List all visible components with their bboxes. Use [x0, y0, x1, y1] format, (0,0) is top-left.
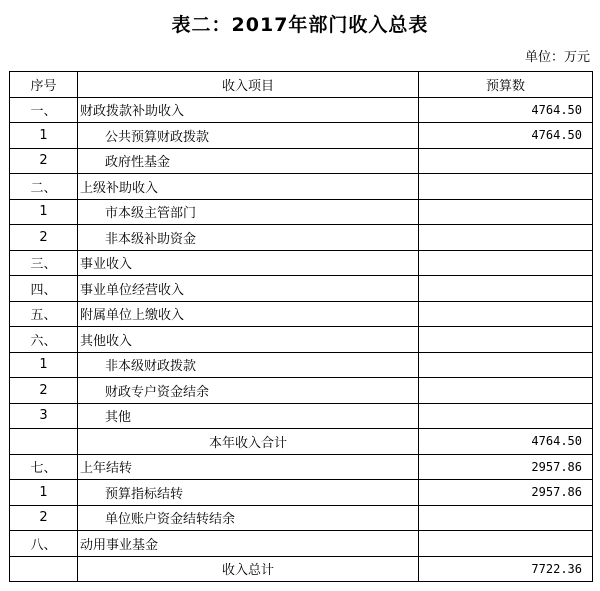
- row-amount: [419, 174, 593, 200]
- row-seq: 八、: [10, 531, 78, 557]
- column-header-amount: 预算数: [419, 72, 593, 98]
- row-amount: [419, 403, 593, 429]
- row-seq: 六、: [10, 327, 78, 353]
- unit-label: 单位：万元: [524, 50, 590, 65]
- table-row: [10, 327, 593, 353]
- row-seq: 2: [10, 148, 78, 174]
- table-row: [10, 225, 593, 251]
- total-row: [10, 429, 593, 455]
- table-row: [10, 301, 593, 327]
- table-header-row: [10, 72, 593, 98]
- row-amount: 4764.50: [419, 123, 593, 149]
- row-item: 附属单位上缴收入: [78, 301, 419, 327]
- row-item: 上级补助收入: [78, 174, 419, 200]
- table-row: [10, 97, 593, 123]
- table-row: [10, 352, 593, 378]
- table-row: [10, 505, 593, 531]
- row-seq: [10, 556, 78, 582]
- row-amount: 4764.50: [419, 429, 593, 455]
- row-amount: [419, 327, 593, 353]
- page-title: 表二：2017年部门收入总表: [171, 14, 429, 36]
- row-item: 本年收入合计: [78, 429, 419, 455]
- row-amount: [419, 199, 593, 225]
- row-item: 事业单位经营收入: [78, 276, 419, 302]
- table-row: [10, 148, 593, 174]
- row-item: 其他: [78, 403, 419, 429]
- table-row: [10, 250, 593, 276]
- table-row: [10, 378, 593, 404]
- row-item: 公共预算财政拨款: [78, 123, 419, 149]
- row-item: 市本级主管部门: [78, 199, 419, 225]
- row-seq: 1: [10, 352, 78, 378]
- row-seq: 2: [10, 225, 78, 251]
- row-item: 政府性基金: [78, 148, 419, 174]
- row-seq: 1: [10, 123, 78, 149]
- row-item: 非本级财政拨款: [78, 352, 419, 378]
- table-row: [10, 199, 593, 225]
- row-item: 单位账户资金结转结余: [78, 505, 419, 531]
- table-row: [10, 531, 593, 557]
- row-seq: 三、: [10, 250, 78, 276]
- row-item: 财政拨款补助收入: [78, 97, 419, 123]
- row-seq: 五、: [10, 301, 78, 327]
- total-row: [10, 556, 593, 582]
- row-seq: 2: [10, 505, 78, 531]
- row-seq: 二、: [10, 174, 78, 200]
- row-amount: 4764.50: [419, 97, 593, 123]
- table-row: [10, 454, 593, 480]
- row-amount: [419, 301, 593, 327]
- row-seq: 3: [10, 403, 78, 429]
- row-amount: [419, 505, 593, 531]
- column-header-seq: 序号: [10, 72, 78, 98]
- row-item: 收入总计: [78, 556, 419, 582]
- row-seq: 1: [10, 199, 78, 225]
- row-amount: [419, 276, 593, 302]
- row-seq: 一、: [10, 97, 78, 123]
- row-seq: 2: [10, 378, 78, 404]
- row-amount: [419, 225, 593, 251]
- table-row: [10, 403, 593, 429]
- table-row: [10, 123, 593, 149]
- row-amount: [419, 148, 593, 174]
- row-item: 预算指标结转: [78, 480, 419, 506]
- table-row: [10, 480, 593, 506]
- row-item: 上年结转: [78, 454, 419, 480]
- table-row: [10, 174, 593, 200]
- table-body: [10, 97, 593, 582]
- row-seq: 四、: [10, 276, 78, 302]
- row-item: 其他收入: [78, 327, 419, 353]
- row-amount: [419, 531, 593, 557]
- row-amount: 7722.36: [419, 556, 593, 582]
- row-seq: [10, 429, 78, 455]
- table-row: [10, 276, 593, 302]
- row-seq: 七、: [10, 454, 78, 480]
- row-item: 动用事业基金: [78, 531, 419, 557]
- row-amount: 2957.86: [419, 454, 593, 480]
- income-table: [9, 71, 593, 582]
- row-seq: 1: [10, 480, 78, 506]
- row-amount: [419, 378, 593, 404]
- column-header-item: 收入项目: [78, 72, 419, 98]
- row-amount: 2957.86: [419, 480, 593, 506]
- row-amount: [419, 352, 593, 378]
- row-item: 事业收入: [78, 250, 419, 276]
- row-amount: [419, 250, 593, 276]
- row-item: 非本级补助资金: [78, 225, 419, 251]
- row-item: 财政专户资金结余: [78, 378, 419, 404]
